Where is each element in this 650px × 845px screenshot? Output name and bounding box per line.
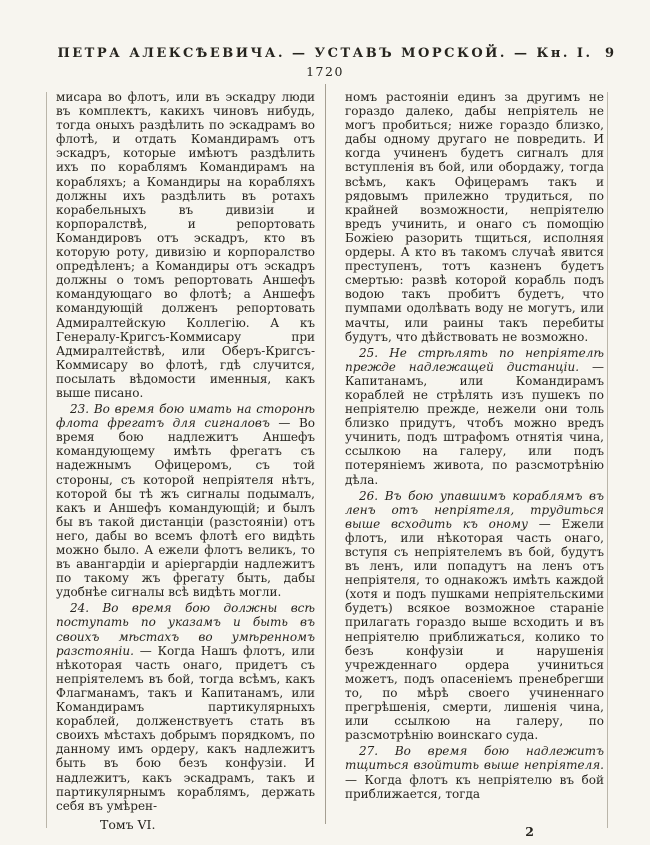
paragraph	[56, 90, 315, 400]
text-columns	[56, 90, 604, 813]
article-heading: 23. Во время бою имать на сторонѣ флота фрегатъ для сигналовъ	[56, 402, 315, 431]
paragraph	[345, 489, 604, 743]
text-column-left	[56, 90, 315, 813]
text-column-right	[345, 90, 604, 813]
text-segment: — Ежели флотъ, или нѣкоторая часть онаго, вступя съ непріятелемъ въ бой, будутъ въ ленъ, или попадутъ на ленъ отъ непріятеля, то однакожъ имѣть каждой (хотя и подъ пушками непріятельскими будетъ) всякое возможное стараніе прилагать гораздо выше всходить и въ непріятелю приближаться, колико то безъ конфузіи и нарушенія учрежденнаго ордера учиниться можетъ, подъ опасеніемъ пренебрегши то, по мѣрѣ своего учиненнаго прегрѣшенія, смерти, лишенія чина, или ссылкою на галеру, по разсмотрѣнію воинскаго суда.	[345, 516, 604, 743]
article-heading: 25. Не стрѣлять по непріятелѣ прежде надлежащей дистанціи.	[345, 345, 604, 374]
page-year: 1720	[306, 64, 344, 79]
article-heading: 24. Во время бою должны всѣ поступать по указамъ и быть въ своихъ мѣстахъ во умѣренномъ разстояніи.	[56, 601, 315, 658]
article-heading: 27. Во время бою надлежитъ тщиться взойтить выше непріятеля.	[345, 744, 604, 773]
paragraph	[56, 402, 315, 599]
text-segment: — Капитанамъ, или Командирамъ кораблей не стрѣлять изъ пушекъ по непріятелю прежде, нежели они толь близко придутъ, чтобъ можно вредъ учинить, подъ штрафомъ отнятія чина, ссылкою на галеру, или подъ потеряніемъ живота, по разсмотрѣнію дѣла.	[345, 359, 604, 487]
page-number: 9	[604, 46, 614, 61]
text-segment: — Когда флотъ къ непріятелю въ бой приближается, тогда	[345, 772, 604, 801]
left-margin-rule	[46, 92, 47, 828]
text-segment: мисара во флотъ, или въ эскадру люди въ комплектъ, какихъ чиновъ нибудь, тогда оныхъ раздѣлить по эскадрамъ во флотѣ, и отдать Командирамъ отъ эскадръ, которые имѣютъ раздѣлить ихъ по кораблямъ Командирамъ на корабляхъ; а Командиры на корабляхъ должны ихъ раздѣлить въ ротахъ корабельныхъ въ дивизіи и корпоралствѣ, и репортовать Командировъ отъ эскадръ, кто въ которую роту, дивизію и корпоралство опредѣленъ; а Командиры отъ эскадръ должны о томъ репортовать Аншефъ командующаго во флотѣ; а Аншефъ командующій долженъ репортовать Адмиралтейскую Коллегію. А къ Генералу-Кригсъ-Коммисару при Адмиралтействѣ, или Оберъ-Кригсъ-Коммисару во флотѣ, гдѣ случится, посылать вѣдомости именныя, какъ выше писано.	[56, 90, 315, 400]
text-segment: — Во время бою надлежитъ Аншефъ командующему имѣть фрегатъ съ надежнымъ Офицеромъ, съ той стороны, съ которой непріятеля нѣтъ, которой бы тѣ жъ сигналы подымалъ, какъ и Аншефъ командующій; и былъ бы въ такой дистанціи (разстояніи) отъ него, дабы во всемъ флотѣ его видѣть можно было. А ежели флотъ великъ, то въ авангардіи и аріергардіи надлежитъ по такому жъ фрегату быть, дабы удобнѣе сигналы всѣ видѣть могли.	[56, 416, 315, 600]
paragraph	[345, 90, 604, 344]
footer-sheet-number: 2	[525, 824, 534, 839]
right-margin-rule	[607, 92, 608, 828]
text-segment: номъ растояніи единъ за другимъ не гораздо далеко, дабы непріятель не могъ пробиться; ниже гораздо близко, дабы одному другаго не повредить. И когда учиненъ будетъ сигналъ для вступленія въ бой, или обордажу, тогда всѣмъ, какъ Офицерамъ такъ и рядовымъ прилежно трудиться, по крайней возможности, непріятелю вредъ учинить, и онаго съ помощію Божіею разорить тщиться, исполняя ордеры. А кто въ такомъ случаѣ явится преступенъ, тотъ казненъ будетъ смертью: развѣ которой корабль подъ водою такъ пробитъ будетъ, что пумпами одолѣвать воду не могутъ, или мачты, или раины такъ перебиты будутъ, что дѣйствовать не возможно.	[345, 90, 604, 344]
paragraph	[56, 601, 315, 812]
page-header-title: ПЕТРА АЛЕКСѢЕВИЧА. — УСТАВЪ МОРСКОЙ. — Кн. I.	[57, 46, 593, 61]
text-segment: — Когда Нашъ флотъ, или нѣкоторая часть онаго, придетъ съ непріятелемъ въ бой, тогда всѣмъ, какъ Флагманамъ, такъ и Капитанамъ, или Командирамъ партикулярныхъ кораблей, долженствуетъ стать въ своихъ мѣстахъ добрымъ порядкомъ, по данному имъ ордеру, какъ надлежитъ быть въ бою безъ конфузіи. И надлежитъ, какъ эскадрамъ, такъ и партикулярнымъ кораблямъ, держать себя въ умѣрен-	[56, 643, 315, 813]
footer-volume-label: Томъ VI.	[100, 817, 156, 832]
paragraph	[345, 744, 604, 800]
paragraph	[345, 346, 604, 487]
article-heading: 26. Въ бою упавшимъ кораблямъ въ ленъ отъ непріятеля, трудиться выше всходить къ оному	[345, 488, 604, 531]
